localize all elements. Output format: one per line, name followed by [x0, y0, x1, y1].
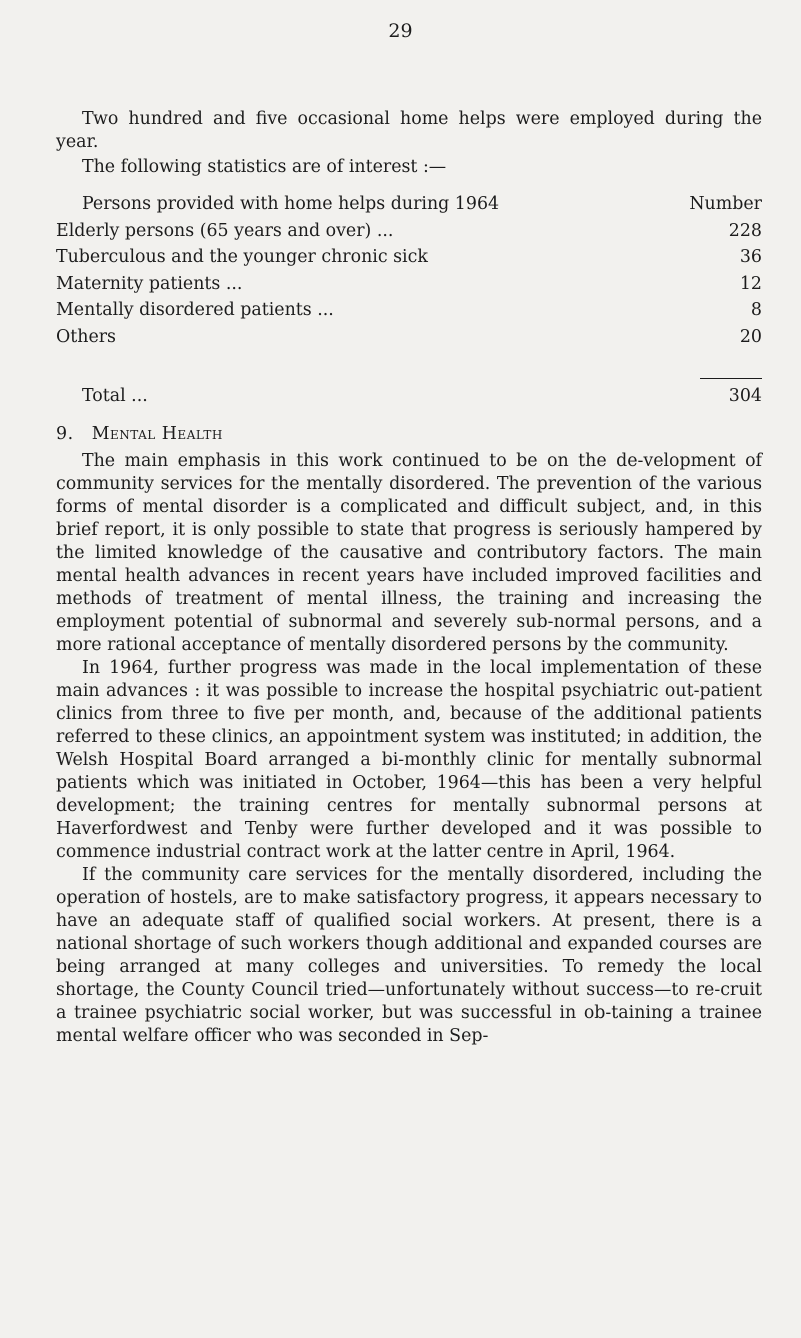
stats-header-row — [56, 193, 762, 220]
stats-row-label: Elderly persons (65 years and over) ... — [56, 220, 394, 241]
stats-row-value: 36 — [739, 247, 762, 267]
stats-row — [56, 326, 762, 353]
stats-table — [56, 193, 762, 352]
paragraph: The main emphasis in this work continued to be on the de-velopment of community services for the mentally disordered. The prevention of the various forms of mental disorder is a complicated and difficult subject, and, in this brief report, it is only possible to state that progress is seriously hampered by the limited knowledge of the causative and contributory factors. The main mental health advances in recent years have included improved facilities and methods of treatment of mental illness, the training and increasing the employment potential of subnormal and severely sub-normal persons, and a more rational acceptance of mentally disordered persons by the community. — [56, 451, 762, 655]
stats-total-row — [56, 386, 762, 406]
stats-header-label: Persons provided with home helps during 1964 — [82, 194, 500, 214]
stats-row — [56, 220, 762, 247]
paragraph: If the community care services for the mentally disordered, including the operation of hostels, are to make satisfactory progress, it appears necessary to have an adequate staff of qualified social workers. At present, there is a national shortage of such workers though additional and expanded courses are being arranged at many colleges and universities. To remedy the local shortage, the County Council tried—unfortunately without success—to re-cruit a trainee psychiatric social worker, but was successful in ob-taining a trainee mental welfare officer who was seconded in Sep- — [56, 865, 762, 1046]
stats-row-label: Tuberculous and the younger chronic sick — [56, 247, 428, 267]
body-text — [56, 450, 762, 1048]
stats-row — [56, 299, 762, 326]
stats-row-label: Others — [56, 326, 116, 347]
stats-total-value: 304 — [728, 386, 762, 406]
page-number: 29 — [388, 20, 413, 42]
stats-row-value: 20 — [739, 326, 762, 347]
stats-row — [56, 273, 762, 300]
total-rule — [700, 378, 762, 379]
intro-paragraph — [56, 108, 762, 154]
section-heading — [56, 424, 223, 444]
section-title: Mental Health — [91, 424, 223, 444]
stats-row-label: Mentally disordered patients ... — [56, 300, 334, 320]
stats-row-value: 228 — [728, 220, 762, 241]
stats-intro-text: The following statistics are of interest :— — [82, 157, 447, 177]
stats-intro — [56, 156, 762, 179]
section-number: 9. — [56, 424, 74, 444]
paragraph: In 1964, further progress was made in the local implementation of these main advances : it was possible to increase the hospital psychiatric out-patient clinics from three to five per month, and, because of the additional patients referred to these clinics, an appointment system was instituted; in addition, the Welsh Hospital Board arranged a bi-monthly clinic for mentally subnormal patients which was initiated in October, 1964—this has been a very helpful development; the training centres for mentally subnormal persons at Haverfordwest and Tenby were further developed and it was possible to commence industrial contract work at the latter centre in April, 1964. — [56, 658, 762, 862]
stats-row-value: 8 — [750, 300, 762, 320]
stats-total-label: Total ... — [82, 386, 148, 406]
stats-row-label: Maternity patients ... — [56, 273, 243, 294]
stats-row — [56, 246, 762, 273]
intro-text: Two hundred and five occasional home helps were employed during the year. — [56, 109, 762, 152]
stats-row-value: 12 — [739, 273, 762, 294]
stats-header-value: Number — [689, 194, 762, 214]
